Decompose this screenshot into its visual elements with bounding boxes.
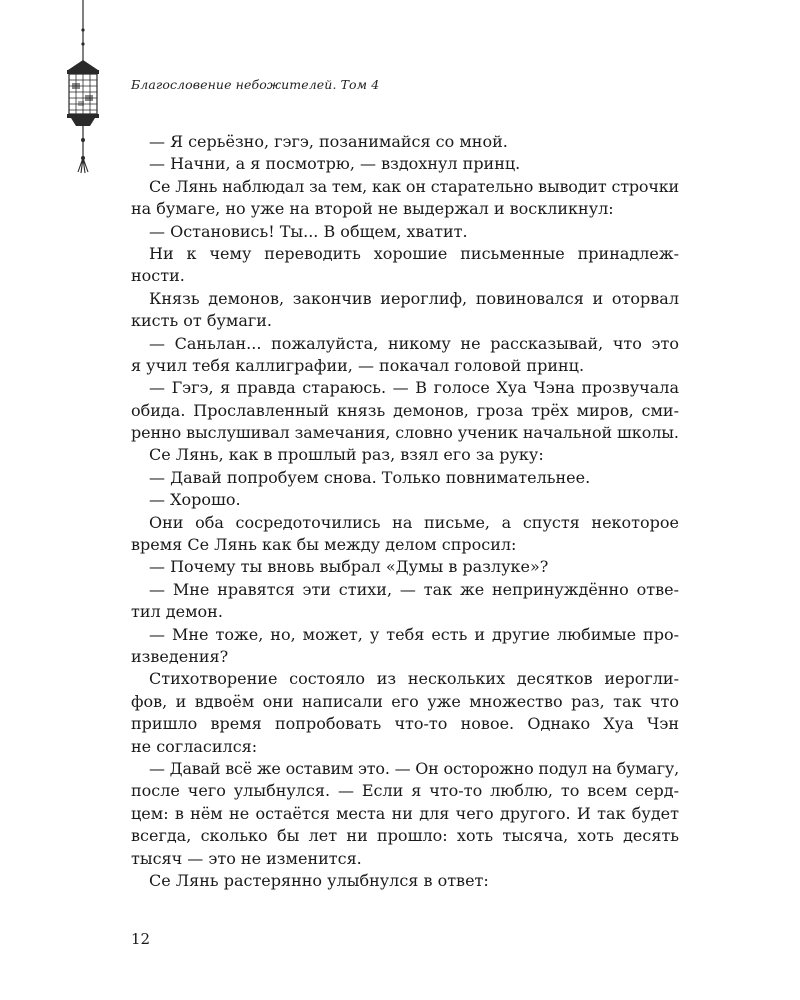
text-line: — Давай всё же оставим это. — Он осторожно подул на бумагу, — [149, 758, 679, 778]
main-text — [131, 131, 679, 892]
text-line: изведения? — [131, 646, 229, 666]
text-line: фов, и вдвоём они написали его уже множество раз, так что — [131, 691, 679, 711]
text-line: — Гэгэ, я правда стараюсь. — В голосе Хуа Чэна прозвучала — [149, 378, 679, 398]
text-line: — Почему ты вновь выбрал «Думы в разлуке»? — [149, 557, 549, 577]
running-title: Благословение небожителей. Том 4 — [131, 77, 380, 92]
text-line: — Давай попробуем снова. Только повнимательнее. — [149, 467, 591, 487]
text-line: тысяч — это не изменится. — [131, 848, 362, 868]
text-line: — Начни, а я посмотрю, — вздохнул принц. — [149, 154, 521, 174]
text-line: — Хорошо. — [149, 490, 241, 510]
text-line: я учил тебя каллиграфии, — покачал головой принц. — [131, 355, 585, 375]
text-line: — Остановись! Ты... В общем, хватит. — [149, 221, 468, 241]
text-line: — Саньлан... пожалуйста, никому не рассказывай, что это — [149, 333, 679, 353]
text-line: время Се Лянь как бы между делом спросил: — [131, 535, 517, 555]
text-line: Се Лянь растерянно улыбнулся в ответ: — [149, 870, 489, 890]
text-line: — Мне тоже, но, может, у тебя есть и другие любимые про- — [149, 624, 679, 644]
text-line: Они оба сосредоточились на письме, а спустя некоторое — [149, 512, 679, 532]
page-number: 12 — [131, 930, 151, 948]
text-line: Стихотворение состояло из нескольких десятков иерогли- — [149, 669, 679, 689]
text-line: ности. — [131, 266, 185, 286]
text-line: на бумаге, но уже на второй не выдержал и воскликнул: — [131, 199, 614, 219]
text-line: всегда, сколько бы лет ни прошло: хоть тысяча, хоть десять — [131, 826, 679, 846]
text-line: — Мне нравятся эти стихи, — так же непринуждённо отве- — [149, 579, 679, 599]
text-line: — Я серьёзно, гэгэ, позанимайся со мной. — [149, 132, 508, 151]
text-line: Ни к чему переводить хорошие письменные принадлеж- — [149, 243, 679, 263]
hanging-lantern-icon — [58, 0, 108, 180]
text-line: тил демон. — [131, 602, 223, 622]
text-line: ренно выслушивал замечания, словно ученик начальной школы. — [131, 423, 679, 443]
text-line: Се Лянь наблюдал за тем, как он старательно выводит строчки — [149, 176, 679, 196]
text-line: Князь демонов, закончив иероглиф, повиновался и оторвал — [149, 288, 679, 308]
text-line: пришло время попробовать что-то новое. Однако Хуа Чэн — [131, 714, 679, 734]
text-line: цем: в нём не остаётся места ни для чего другого. И так будет — [131, 803, 679, 823]
text-line: обида. Прославленный князь демонов, гроза трёх миров, сми- — [131, 400, 679, 420]
text-line: после чего улыбнулся. — Если я что-то люблю, то всем серд- — [131, 781, 679, 801]
text-line: Се Лянь, как в прошлый раз, взял его за руку: — [149, 445, 544, 465]
text-line: кисть от бумаги. — [131, 311, 273, 331]
text-line: не согласился: — [131, 736, 258, 756]
